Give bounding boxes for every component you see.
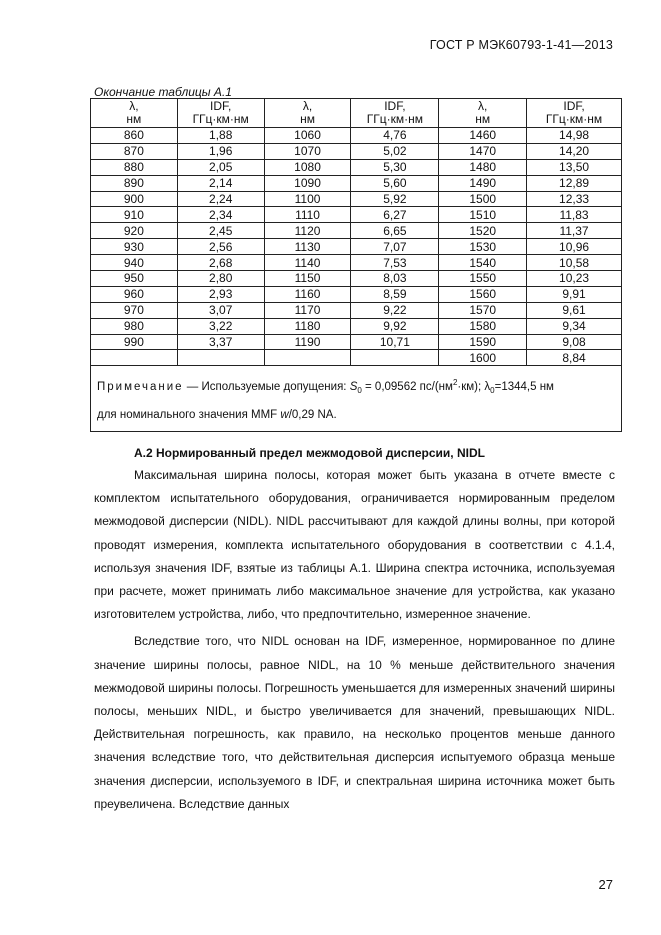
table-cell: 910 (91, 207, 178, 223)
table-cell: 2,24 (177, 191, 264, 207)
table-cell: 1170 (264, 302, 351, 318)
table-cell: 8,03 (351, 271, 439, 287)
table-note: Примечание — Используемые допущения: $S_0 = 0,09562$ $пс/(нм^2\cdot км)$; $\lambda_0=1344,5$ нм для номинального значения MMF w/0,29 NA. (91, 366, 622, 432)
table-cell: 1470 (439, 143, 527, 159)
table-cell: 930 (91, 239, 178, 255)
table-header-row (91, 99, 622, 128)
table-row (91, 302, 622, 318)
table-cell: 2,34 (177, 207, 264, 223)
table-cell: 1540 (439, 255, 527, 271)
table-cell: 6,27 (351, 207, 439, 223)
table-cell: 10,58 (527, 255, 622, 271)
table-row (91, 207, 622, 223)
table-cell: 6,65 (351, 223, 439, 239)
table-cell (264, 350, 351, 366)
table-cell: 1550 (439, 271, 527, 287)
table-cell: 1480 (439, 159, 527, 175)
table-cell: 4,76 (351, 128, 439, 144)
table-cell: 12,33 (527, 191, 622, 207)
table-cell: 1,96 (177, 143, 264, 159)
idf-table (90, 98, 622, 432)
table-cell: 3,22 (177, 318, 264, 334)
table-row (91, 271, 622, 287)
table-cell: 1130 (264, 239, 351, 255)
table-cell: 2,93 (177, 286, 264, 302)
table-row (91, 175, 622, 191)
table-caption: Окончание таблицы А.1 (94, 85, 232, 99)
table-cell: 980 (91, 318, 178, 334)
table-note-row (91, 366, 622, 432)
table-body (91, 128, 622, 366)
table-cell: 880 (91, 159, 178, 175)
paragraph: Вследствие того, что NIDL основан на IDF, измеренное, нормированное по длине значение ширины полосы, равное NIDL, на 10 % меньше действительного значения межмодовой ширины полосы. Погрешность уменьшается для измеренных значений ширины полосы, меньших NIDL, и быстро увеличивается для значений, превышающих NIDL. Действительная погрешность, как правило, на несколько процентов меньше данного значения вследствие того, что действительная дисперсия испытуемого образца меньше значения дисперсии, используемого в IDF, и спектральная ширина источника может быть преувеличена. Вследствие данных (94, 634, 615, 811)
table-cell: 9,22 (351, 302, 439, 318)
table-row (91, 143, 622, 159)
table-cell: 8,84 (527, 350, 622, 366)
table-cell: 2,56 (177, 239, 264, 255)
table-row (91, 223, 622, 239)
document-header: ГОСТ Р МЭК60793-1-41—2013 (429, 38, 613, 52)
table-cell: 2,14 (177, 175, 264, 191)
table-cell: 1460 (439, 128, 527, 144)
table-cell: 960 (91, 286, 178, 302)
paragraph: Максимальная ширина полосы, которая может быть указана в отчете вместе с комплектом испытательного оборудования, ограничивается нормированным пределом межмодовой дисперсии (NIDL). NIDL рассчитывают для каждой длины волны, при которой проводят измерения, комплекта испытательного оборудования в соответствии с 4.1.4, используя значения IDF, взятые из таблицы А.1. Ширина спектра источника, используемая при расчете, может принимать либо максимальное значение для устройства, как указано изготовителем устройства, либо, что предпочтительно, измеренное значение. (94, 468, 615, 622)
table-cell: 920 (91, 223, 178, 239)
table-cell: 860 (91, 128, 178, 144)
table-cell: 1520 (439, 223, 527, 239)
table-cell: 990 (91, 334, 178, 350)
table-cell (351, 350, 439, 366)
table-cell: 10,96 (527, 239, 622, 255)
table-row (91, 159, 622, 175)
table-cell: 1500 (439, 191, 527, 207)
table-cell: 1180 (264, 318, 351, 334)
table-cell: 12,89 (527, 175, 622, 191)
table-cell: 5,92 (351, 191, 439, 207)
table-cell: 1190 (264, 334, 351, 350)
column-header: λ, нм (91, 99, 178, 128)
table-cell: 13,50 (527, 159, 622, 175)
table-cell: 1060 (264, 128, 351, 144)
table-cell: 1070 (264, 143, 351, 159)
table-cell: 9,61 (527, 302, 622, 318)
column-header: IDF, ГГц·км·нм (177, 99, 264, 128)
table-cell: 1090 (264, 175, 351, 191)
table-cell: 1,88 (177, 128, 264, 144)
section-title: А.2 Нормированный предел межмодовой дисперсии, NIDL (134, 446, 485, 460)
column-header: IDF, ГГц·км·нм (527, 99, 622, 128)
table-cell: 1560 (439, 286, 527, 302)
table-cell: 950 (91, 271, 178, 287)
column-header: λ, нм (264, 99, 351, 128)
table-cell: 1110 (264, 207, 351, 223)
table-cell: 5,60 (351, 175, 439, 191)
table-cell: 1140 (264, 255, 351, 271)
table-cell: 1530 (439, 239, 527, 255)
table-cell: 14,98 (527, 128, 622, 144)
table-row (91, 350, 622, 366)
table-cell: 5,30 (351, 159, 439, 175)
table-row (91, 191, 622, 207)
table-cell: 5,02 (351, 143, 439, 159)
table-row (91, 286, 622, 302)
table-cell: 9,91 (527, 286, 622, 302)
column-header: IDF, ГГц·км·нм (351, 99, 439, 128)
body-text (94, 464, 615, 816)
table-cell: 7,53 (351, 255, 439, 271)
table-cell: 11,37 (527, 223, 622, 239)
table-cell: 2,68 (177, 255, 264, 271)
table-cell: 2,05 (177, 159, 264, 175)
table-cell: 1490 (439, 175, 527, 191)
table-cell: 1590 (439, 334, 527, 350)
table-cell: 3,07 (177, 302, 264, 318)
table-row (91, 239, 622, 255)
table-cell: 890 (91, 175, 178, 191)
table-cell: 2,45 (177, 223, 264, 239)
table-cell: 1570 (439, 302, 527, 318)
column-header: λ, нм (439, 99, 527, 128)
note-label: Примечание (97, 381, 184, 394)
table-cell: 7,07 (351, 239, 439, 255)
table-cell (91, 350, 178, 366)
table-row (91, 318, 622, 334)
table-cell: 10,71 (351, 334, 439, 350)
table-cell: 1510 (439, 207, 527, 223)
table-cell: 14,20 (527, 143, 622, 159)
table-cell: 870 (91, 143, 178, 159)
table-cell: 1080 (264, 159, 351, 175)
page-number: 27 (598, 877, 613, 892)
table-cell: 10,23 (527, 271, 622, 287)
table-cell: 1150 (264, 271, 351, 287)
table-cell: 1600 (439, 350, 527, 366)
table-cell: 900 (91, 191, 178, 207)
table-cell: 970 (91, 302, 178, 318)
table-row (91, 334, 622, 350)
table-cell: 940 (91, 255, 178, 271)
table-row (91, 128, 622, 144)
table-cell: 1100 (264, 191, 351, 207)
table-cell: 9,92 (351, 318, 439, 334)
table-cell: 9,08 (527, 334, 622, 350)
table-cell: 2,80 (177, 271, 264, 287)
table-row (91, 255, 622, 271)
table-cell: 1580 (439, 318, 527, 334)
table-cell: 11,83 (527, 207, 622, 223)
table-cell: 1120 (264, 223, 351, 239)
table-cell (177, 350, 264, 366)
table-cell: 9,34 (527, 318, 622, 334)
table-cell: 3,37 (177, 334, 264, 350)
table-cell: 8,59 (351, 286, 439, 302)
table-cell: 1160 (264, 286, 351, 302)
